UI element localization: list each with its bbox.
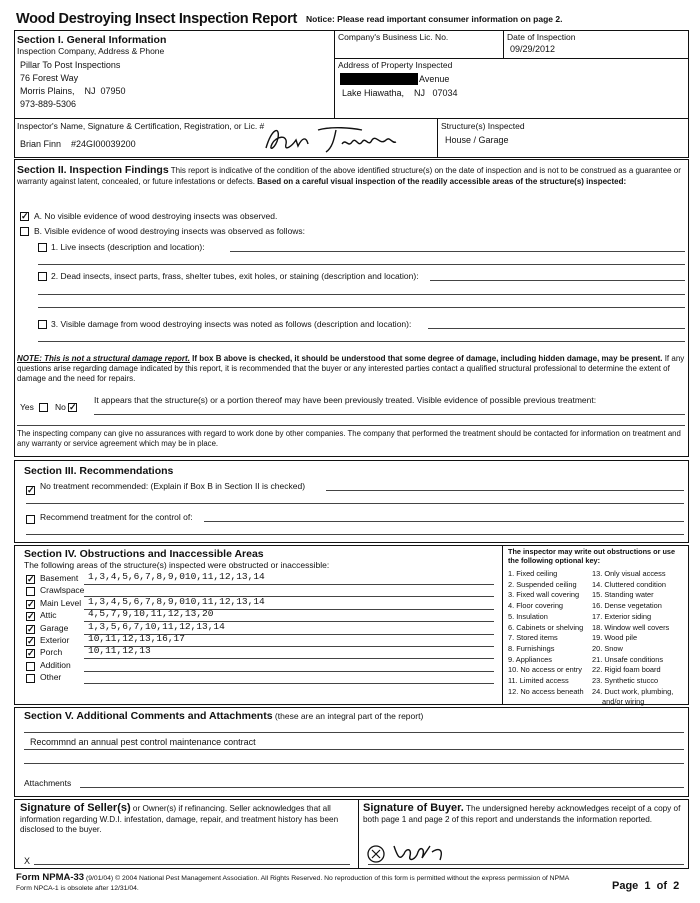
area-checkbox[interactable]: ✓ xyxy=(27,636,35,646)
structures-label: Structure(s) Inspected xyxy=(441,121,525,131)
checkbox-no-treatment[interactable]: ✓ xyxy=(27,485,35,495)
dead-insects-label: 2. Dead insects, insect parts, frass, shelter tubes, exit holes, or staining (description and location): xyxy=(51,271,419,281)
area-label: Garage xyxy=(40,622,69,633)
comment-text: Recommnd an annual pest control maintenance contract xyxy=(30,737,256,747)
live-insects-label: 1. Live insects (description and location): xyxy=(51,242,205,252)
yes-label: Yes xyxy=(20,402,34,412)
section-2-box xyxy=(14,159,689,457)
no-label: No xyxy=(55,402,66,412)
address-label: Address of Property Inspected xyxy=(338,60,453,70)
structural-note xyxy=(17,354,685,383)
key-item: 10. No access or entry xyxy=(508,665,582,675)
buyer-heading: Signature of Buyer. xyxy=(363,802,464,814)
section-5-title xyxy=(24,710,423,722)
area-checkbox[interactable]: ✓ xyxy=(27,574,35,584)
seller-section xyxy=(20,802,350,835)
checkbox-recommend-treatment[interactable] xyxy=(26,515,35,524)
assurance-text: The inspecting company can give no assurances with regard to work done by other companies. The company that performed the treatment should be contacted for information on treatment and any warranty or service agreement which may be in place. xyxy=(17,429,681,448)
company-label: Inspection Company, Address & Phone xyxy=(17,46,165,56)
key-item: 15. Standing water xyxy=(592,590,654,600)
checkbox-live-insects[interactable] xyxy=(38,243,47,252)
area-checkbox[interactable] xyxy=(26,587,35,596)
treated-text: It appears that the structure(s) or a portion thereof may have been previously treated. Visible evidence of possible previous treatment: xyxy=(94,395,597,405)
area-label: Addition xyxy=(40,659,71,670)
area-label: Main Level xyxy=(40,597,82,608)
section-1-heading: Section I. General Information xyxy=(17,34,167,46)
address-line-2: Lake Hiawatha, NJ 07034 xyxy=(342,88,458,98)
footer-obsolete: Form NPCA-1 is obsolete after 12/31/04. xyxy=(16,885,139,892)
key-item: 1. Fixed ceiling xyxy=(508,569,558,578)
report-title: Wood Destroying Insect Inspection Report xyxy=(16,11,297,27)
key-item: 12. No access beneath xyxy=(508,686,584,696)
note-title: NOTE: This is not a structural damage report. xyxy=(17,354,190,363)
visible-damage-label: 3. Visible damage from wood destroying insects was noted as follows (description and location): xyxy=(51,319,412,329)
key-item: and/or wiring xyxy=(602,697,645,707)
footer-form xyxy=(16,873,569,884)
key-item: 19. Wood pile xyxy=(592,633,638,643)
inspector-value: Brian Finn #24GI00039200 xyxy=(20,139,136,149)
section-2-intro-plain: This report is indicative of the condition of the above identified structure(s) on the date of inspection and is not to be construed as a guarantee or warranty against latent, concealed, or future infestations or defects. xyxy=(17,166,681,186)
section-4-heading: Section IV. Obstructions and Inaccessible Areas xyxy=(24,548,264,560)
seller-x-mark: X xyxy=(24,856,31,866)
section-3-heading: Section III. Recommendations xyxy=(24,465,174,477)
area-checkbox[interactable]: ✓ xyxy=(27,611,35,622)
key-list-right xyxy=(592,569,673,708)
section-5-heading-note: (these are an integral part of the report) xyxy=(274,711,424,721)
checkbox-dead-insects[interactable] xyxy=(38,272,47,281)
inspector-label: Inspector's Name, Signature & Certification, Registration, or Lic. # xyxy=(17,121,265,131)
checkbox-yes[interactable] xyxy=(39,403,48,412)
area-checkbox[interactable]: ✓ xyxy=(27,623,35,634)
area-checkbox[interactable] xyxy=(26,662,35,671)
structures-value: House / Garage xyxy=(445,135,509,145)
attachments-label: Attachments xyxy=(24,778,72,788)
redacted-bar xyxy=(340,73,418,85)
area-codes: 1,3,4,5,6,7,8,9,010,11,12,13,14 xyxy=(88,571,265,582)
area-label: Exterior xyxy=(40,635,70,645)
section-2-intro xyxy=(17,164,683,186)
area-codes: 1,3,4,5,6,7,8,9,010,11,12,13,14 xyxy=(88,595,265,607)
area-label: Attic xyxy=(40,610,57,621)
no-treatment-label: No treatment recommended: (Explain if Box B in Section II is checked) xyxy=(40,481,306,491)
key-item: 8. Furnishings xyxy=(508,643,555,653)
lic-label: Company's Business Lic. No. xyxy=(338,32,449,42)
area-checkbox[interactable]: ✓ xyxy=(27,598,35,609)
key-item: 23. Synthetic stucco xyxy=(592,676,659,686)
footer-form-rest: (9/01/04) © 2004 National Pest Management Association. All Rights Reserved. No reproduction of this form is permitted without the express permission of NPMA xyxy=(85,875,570,882)
key-item: 9. Appliances xyxy=(508,654,552,664)
note-bold: If box B above is checked, it should be understood that some degree of damage, including hidden damage, may be present. xyxy=(192,354,663,363)
area-label: Porch xyxy=(40,647,63,658)
checkbox-a[interactable]: ✓ xyxy=(21,211,29,221)
buyer-text: The undersigned hereby acknowledges receipt of a copy of both page 1 and page 2 of this report and understands the information reported. xyxy=(363,804,681,825)
key-item: 13. Only visual access xyxy=(592,569,666,578)
key-item: 5. Insulation xyxy=(508,611,548,621)
key-item: 4. Floor covering xyxy=(508,601,564,611)
key-item: 18. Window well covers xyxy=(592,622,670,632)
section-2-heading: Section II. Inspection Findings xyxy=(17,164,169,176)
area-label: Other xyxy=(40,672,62,683)
option-b-label: B. Visible evidence of wood destroying insects was observed as follows: xyxy=(34,226,306,236)
area-checkbox[interactable]: ✓ xyxy=(27,648,35,659)
option-a-label: A. No visible evidence of wood destroying insects was observed. xyxy=(34,211,278,221)
area-codes: 1,3,5,6,7,10,11,12,13,14 xyxy=(88,620,225,632)
key-item: 22. Rigid foam board xyxy=(592,665,661,675)
key-item: 7. Stored items xyxy=(508,633,558,643)
key-item: 14. Cluttered condition xyxy=(592,579,666,589)
key-item: 11. Limited access xyxy=(508,676,569,686)
area-label: Crawlspace xyxy=(40,585,85,596)
key-item: 21. Unsafe conditions xyxy=(592,654,664,664)
seller-heading: Signature of Seller(s) xyxy=(20,802,131,814)
seller-text: or Owner(s) if refinancing. Seller acknowledges that all information regarding W.D.I. infestation, damage, repair, and treatment history has been disclosed to the buyer. xyxy=(20,804,339,835)
key-item: 20. Snow xyxy=(592,643,623,653)
key-item: 24. Duct work, plumbing, xyxy=(592,686,674,696)
key-item: 17. Exterior siding xyxy=(592,611,652,621)
key-item: 3. Fixed wall covering xyxy=(508,590,580,600)
note-rest: If any questions arise regarding damage indicated by this report, it is recommended that the buyer or any interested parties contact a qualified structural professional to determine the extent of damage and the need for repairs. xyxy=(17,354,685,383)
checkbox-visible-damage[interactable] xyxy=(38,320,47,329)
recommend-label: Recommend treatment for the control of: xyxy=(40,512,193,522)
checkbox-b[interactable] xyxy=(20,227,29,236)
company-line-2: 76 Forest Way xyxy=(20,73,79,83)
key-item: 6. Cabinets or shelving xyxy=(508,622,584,632)
key-list-left xyxy=(508,569,584,697)
area-codes: 4,5,7,9,10,11,12,13,20 xyxy=(88,608,214,620)
inspector-signature xyxy=(262,122,412,158)
key-item: 2. Suspended ceiling xyxy=(508,579,577,589)
area-codes: 10,11,12,13,16,17 xyxy=(88,633,185,644)
company-line-4: 973-889-5306 xyxy=(20,99,77,109)
date-label: Date of Inspection xyxy=(507,32,576,42)
area-codes: 10,11,12,13 xyxy=(88,645,151,657)
company-line-3: Morris Plains, NJ 07950 xyxy=(20,86,126,96)
company-line-1: Pillar To Post Inspections xyxy=(20,60,121,70)
section-4-intro: The following areas of the structure(s) inspected were obstructed or inaccessible: xyxy=(24,560,330,570)
key-item: 16. Dense vegetation xyxy=(592,601,662,611)
area-checkbox[interactable] xyxy=(26,674,35,683)
page-number: Page 1 of 2 xyxy=(612,880,680,892)
address-line-1: Avenue xyxy=(419,74,450,84)
section-2-intro-bold: Based on a careful visual inspection of the readily accessible areas of the structure(s) inspected: xyxy=(257,176,627,186)
area-label: Basement xyxy=(40,573,79,583)
notice-text: Notice: Please read important consumer information on page 2. xyxy=(306,14,563,24)
date-value: 09/29/2012 xyxy=(510,44,556,54)
section-5-heading: Section V. Additional Comments and Attachments xyxy=(24,710,273,722)
checkbox-no[interactable]: ✓ xyxy=(69,402,77,412)
footer-form-number: Form NPMA-33 xyxy=(16,872,85,883)
key-title: The inspector may write out obstructions or use the following optional key: xyxy=(508,547,676,565)
buyer-section xyxy=(363,802,685,825)
